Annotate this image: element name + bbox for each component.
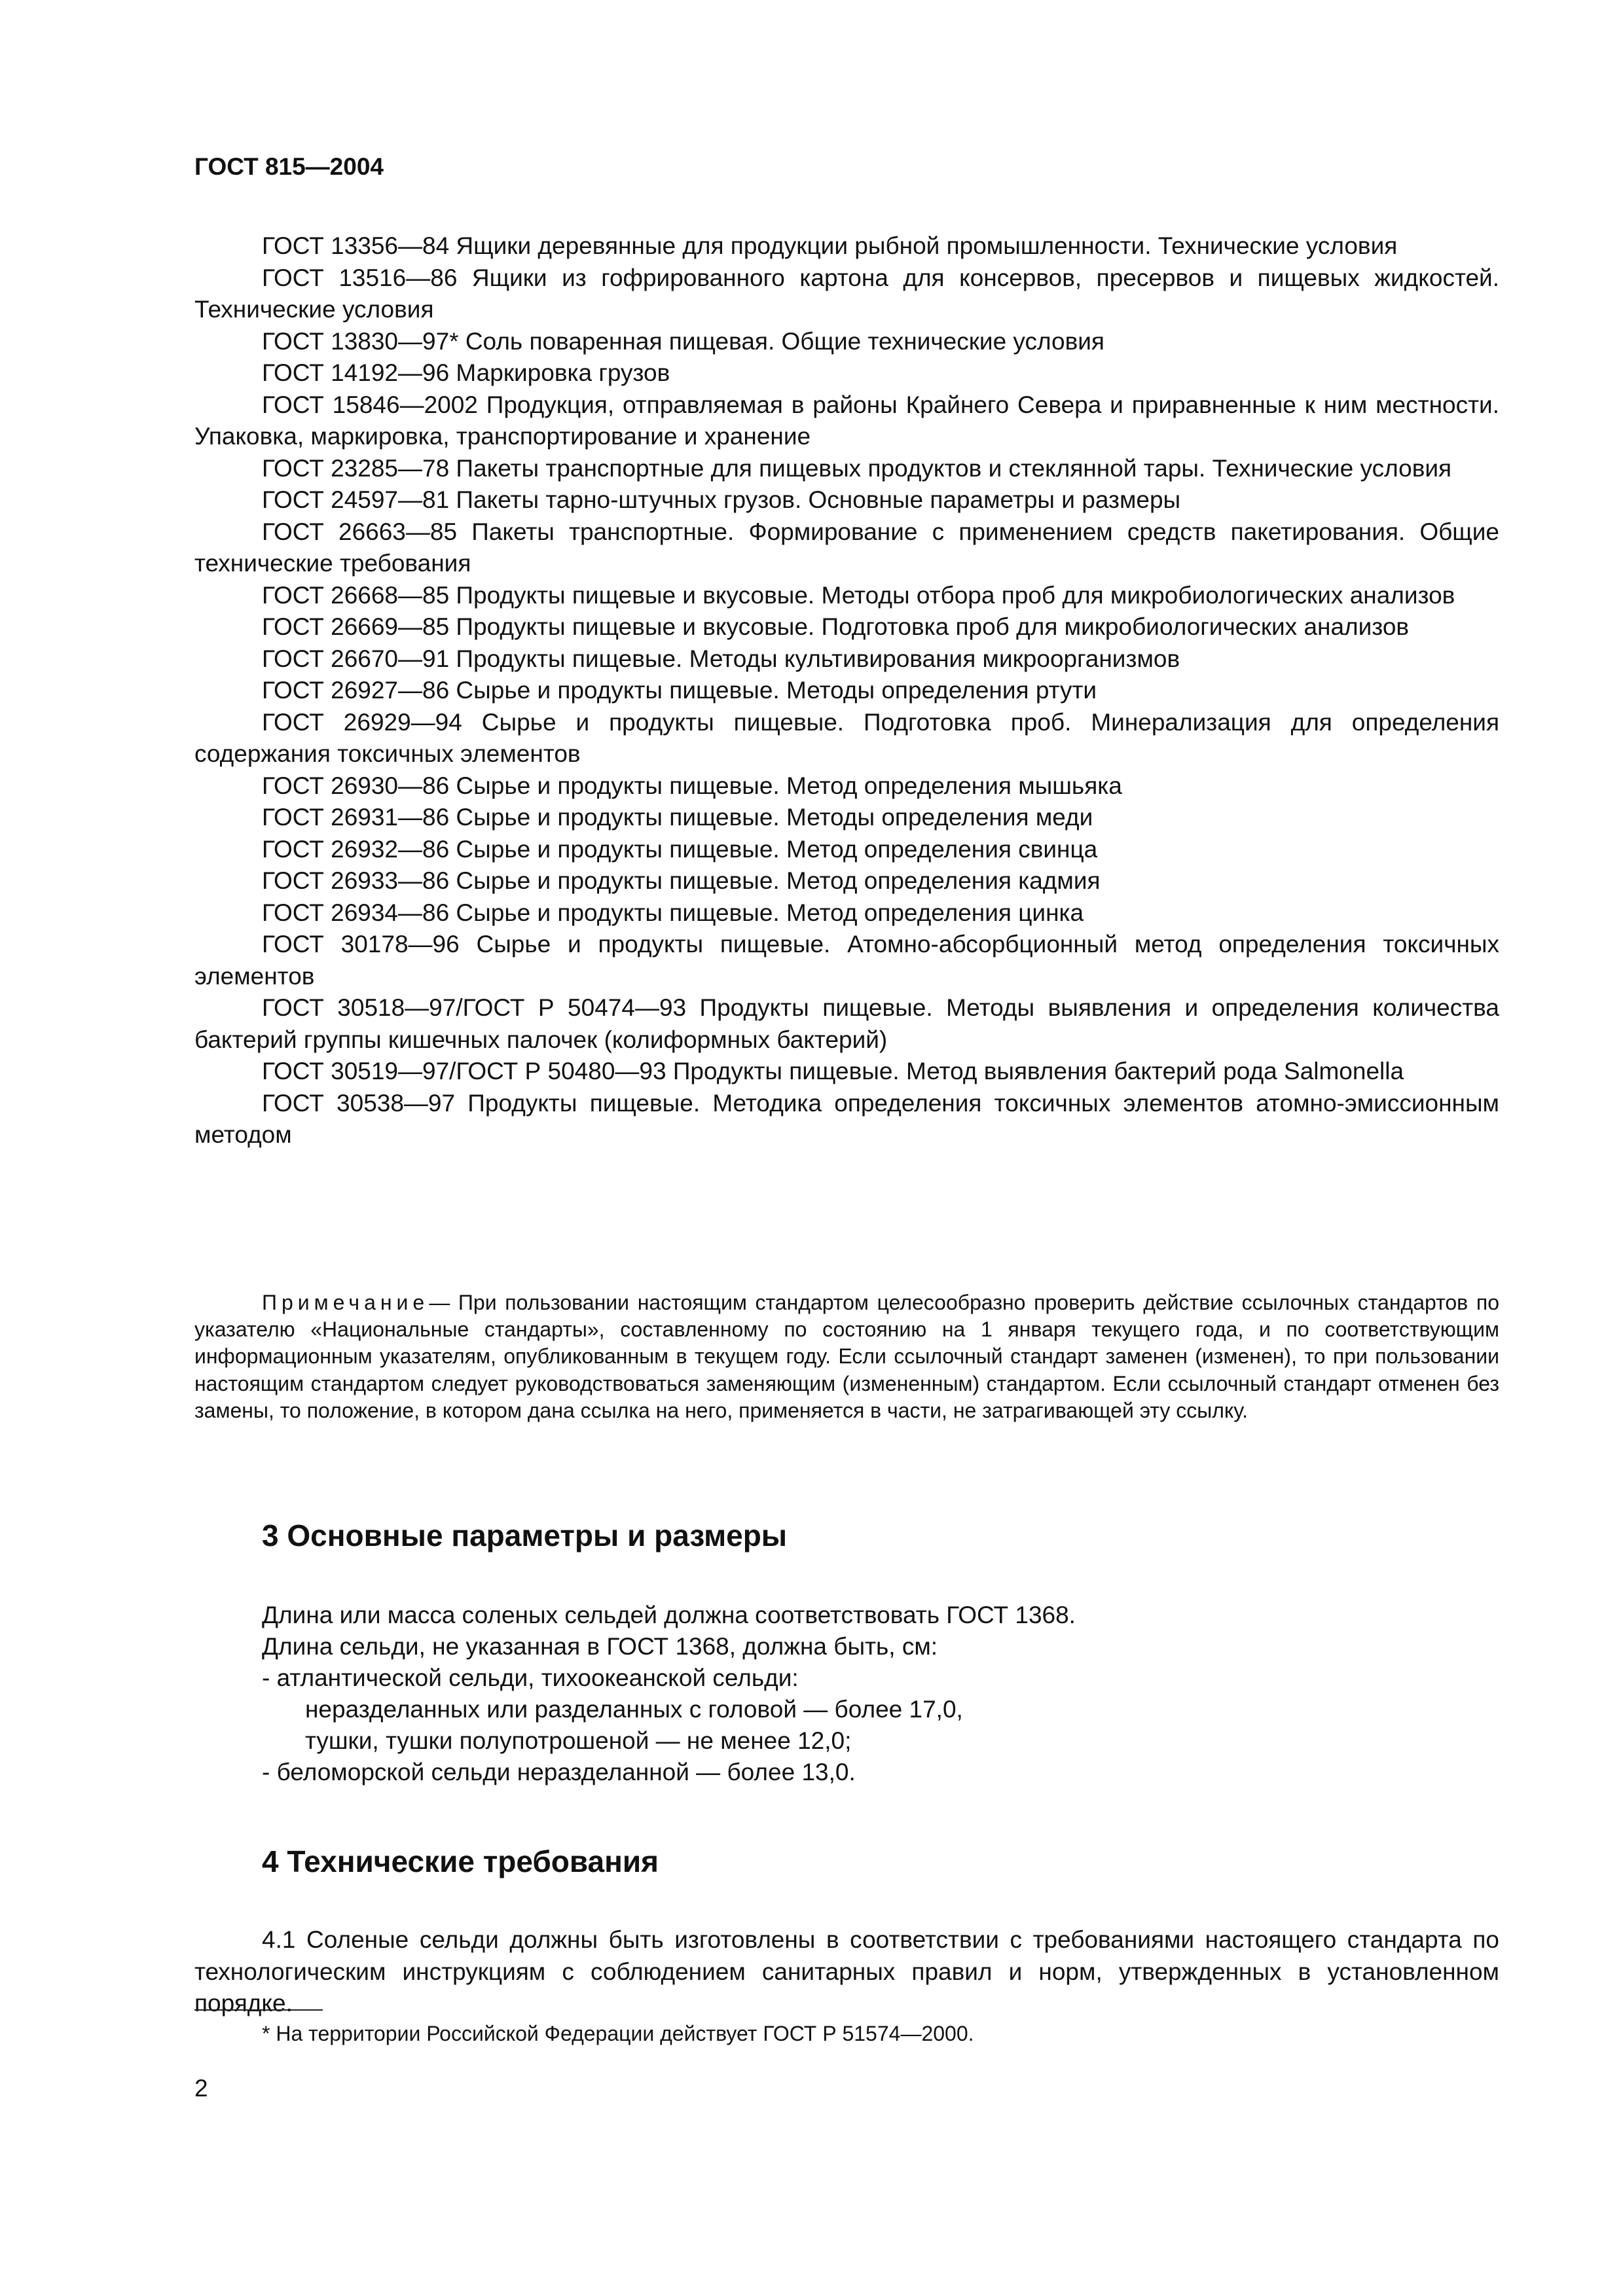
reference-item: ГОСТ 26669—85 Продукты пищевые и вкусовые. Подготовка проб для микробиологических анализов	[262, 613, 1410, 640]
reference-item: ГОСТ 26934—86 Сырье и продукты пищевые. Метод определения цинка	[262, 899, 1084, 926]
section-4-paragraph-4-1: 4.1 Соленые сельди должны быть изготовлены в соответствии с требованиями настоящего стандарта по технологическим инструкциям с соблюдением санитарных правил и норм, утвержденных в установленном порядке.	[194, 1926, 1499, 2017]
reference-item: ГОСТ 26668—85 Продукты пищевые и вкусовые. Методы отбора проб для микробиологических анализов	[262, 581, 1455, 609]
reference-item: ГОСТ 13830—97* Соль поваренная пищевая. Общие технические условия	[262, 327, 1104, 355]
reference-item: ГОСТ 14192—96 Маркировка грузов	[262, 359, 670, 386]
note-label: Примечание	[262, 1291, 429, 1314]
footnote-separator	[194, 2009, 323, 2011]
reference-item: ГОСТ 13356—84 Ящики деревянные для продукции рыбной промышленности. Технические условия	[262, 232, 1398, 259]
footnote: * На территории Российской Федерации действует ГОСТ Р 51574—2000.	[262, 2022, 974, 2045]
reference-item: ГОСТ 26931—86 Сырье и продукты пищевые. Методы определения меди	[262, 804, 1093, 831]
section-3-sub-item-2: тушки, тушки полупотрошеной — не менее 12,0;	[305, 1727, 852, 1754]
page-number: 2	[194, 2075, 208, 2102]
section-3-sub-item-1: неразделанных или разделанных с головой — более 17,0,	[305, 1696, 963, 1723]
note-text: — При пользовании настоящим стандартом целесообразно проверить действие ссылочных стандартов по указателю «Национальные стандарты», составленному по состоянию на 1 января текущего года, и по соответствующим информационным указателям, опубликованным в текущем году. Если ссылочный стандарт заменен (изменен), то при пользовании настоящим стандартом следует руководствоваться заменяющим (измененным) стандартом. Если ссылочный стандарт отменен без замены, то положение, в котором дана ссылка на него, применяется в части, не затрагивающей эту ссылку.	[194, 1291, 1499, 1422]
section-3-line-2: Длина сельди, не указанная в ГОСТ 1368, должна быть, см:	[262, 1633, 938, 1660]
section-3-line-1: Длина или масса соленых сельдей должна соответствовать ГОСТ 1368.	[262, 1602, 1076, 1628]
section-3-list-item-1: - атлантической сельди, тихоокеанской сельди:	[262, 1664, 799, 1691]
reference-item: ГОСТ 26670—91 Продукты пищевые. Методы культивирования микроорганизмов	[262, 645, 1180, 672]
reference-item: ГОСТ 13516—86 Ящики из гофрированного картона для консервов, пресервов и пищевых жидкостей. Технические условия	[194, 264, 1499, 323]
reference-item: ГОСТ 26933—86 Сырье и продукты пищевые. Метод определения кадмия	[262, 867, 1101, 894]
document-header: ГОСТ 815—2004	[194, 153, 384, 180]
reference-item: ГОСТ 30519—97/ГОСТ Р 50480—93 Продукты пищевые. Метод выявления бактерий рода Salmonella	[262, 1058, 1404, 1085]
reference-item: ГОСТ 30538—97 Продукты пищевые. Методика определения токсичных элементов атомно-эмиссионным методом	[194, 1089, 1499, 1148]
section-3-list-item-2: - беломорской сельди неразделанной — более 13,0.	[262, 1759, 856, 1785]
note-paragraph	[194, 1289, 1499, 1424]
reference-item: ГОСТ 26927—86 Сырье и продукты пищевые. Методы определения ртути	[262, 677, 1097, 704]
reference-item: ГОСТ 23285—78 Пакеты транспортные для пищевых продуктов и стеклянной тары. Технические условия	[262, 454, 1452, 482]
reference-item: ГОСТ 26930—86 Сырье и продукты пищевые. Метод определения мышьяка	[262, 772, 1122, 799]
reference-item: ГОСТ 30518—97/ГОСТ Р 50474—93 Продукты пищевые. Методы выявления и определения количества бактерий группы кишечных палочек (колиформных бактерий)	[194, 994, 1499, 1053]
section-3-heading: 3 Основные параметры и размеры	[262, 1518, 788, 1552]
reference-item: ГОСТ 26929—94 Сырье и продукты пищевые. Подготовка проб. Минерализация для определения содержания токсичных элементов	[194, 708, 1499, 767]
reference-item: ГОСТ 30178—96 Сырье и продукты пищевые. Атомно-абсорбционный метод определения токсичных элементов	[194, 931, 1499, 990]
reference-item: ГОСТ 15846—2002 Продукция, отправляемая в районы Крайнего Севера и приравненные к ним местности. Упаковка, маркировка, транспортирование и хранение	[194, 391, 1499, 450]
section-4-heading: 4 Технические требования	[262, 1844, 659, 1878]
reference-item: ГОСТ 26932—86 Сырье и продукты пищевые. Метод определения свинца	[262, 835, 1098, 863]
reference-list	[194, 230, 1499, 1151]
reference-item: ГОСТ 26663—85 Пакеты транспортные. Формирование с применением средств пакетирования. Общие технические требования	[194, 518, 1499, 577]
reference-item: ГОСТ 24597—81 Пакеты тарно-штучных грузов. Основные параметры и размеры	[262, 486, 1181, 513]
